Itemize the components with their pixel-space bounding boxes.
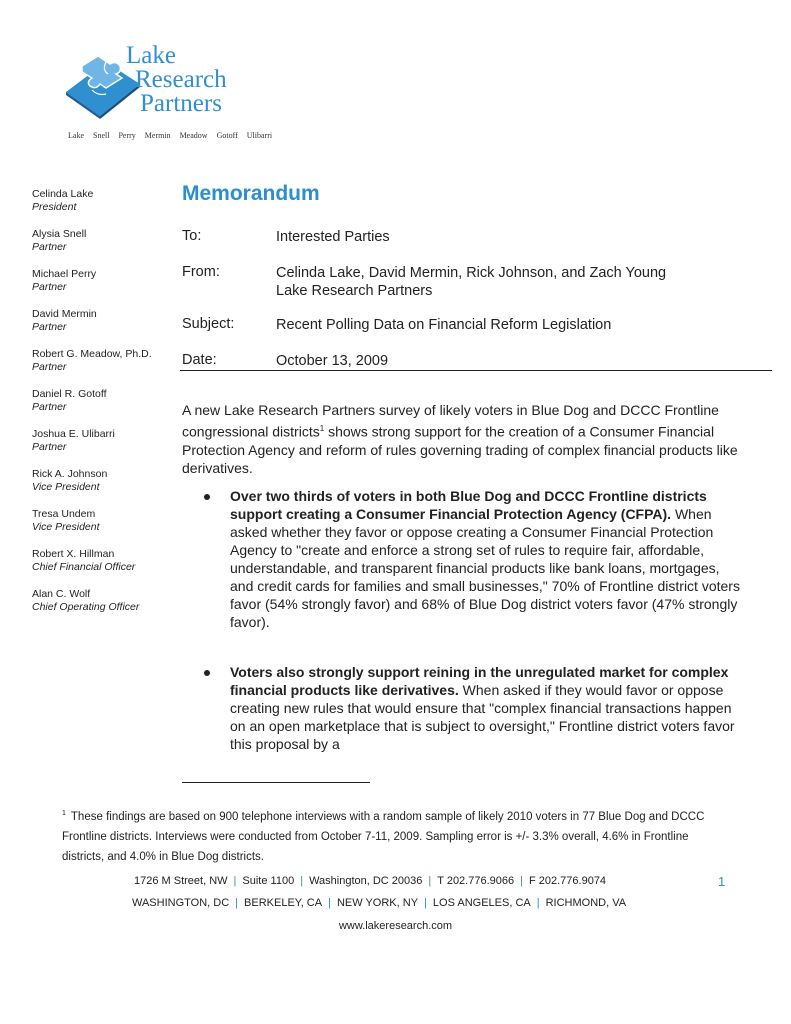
staff-name: Daniel R. Gotoff [32,388,107,400]
staff-title: Chief Financial Officer [32,561,136,573]
staff-item [32,268,174,308]
logo-name: Perry [118,131,136,140]
bullet-icon [204,670,210,676]
staff-title: Chief Operating Officer [32,601,140,613]
staff-title: Partner [32,441,67,453]
subject-value: Recent Polling Data on Financial Reform Legislation [276,317,612,333]
to-label: To: [182,228,202,244]
staff-name: Robert X. Hillman [32,548,115,560]
logo-word-partners: Partners [140,90,222,117]
staff-title: Partner [32,241,67,253]
staff-title: Vice President [32,521,100,533]
staff-name: Tresa Undem [32,508,96,520]
staff-name: Joshua E. Ulibarri [32,428,115,440]
bullet-lead: Over two thirds of voters in both Blue Dog and DCCC Frontline districts support creating a Consumer Financial Protection Agency (CFPA). [230,488,707,522]
footer-separator: | [235,897,239,909]
bullet-text [230,487,742,631]
staff-name: Celinda Lake [32,188,94,200]
bullet-body: When asked whether they favor or oppose creating a Consumer Financial Protection Agency to "create and enforce a strong set of rules to require fair, affordable, understandable, and transparent financial products like bank loans, mortgages, and credit cards for families and small businesses," 70% of Frontline district voters favor (54% strongly favor) and 68% of Blue Dog district voters favor (47% strongly favor). [230,506,740,630]
footer-separator: | [520,875,523,887]
staff-item [32,228,174,268]
footnote [62,804,732,867]
staff-name: Alan C. Wolf [32,588,91,600]
page-number: 1 [718,874,726,889]
intro-paragraph [182,401,742,478]
staff-item [32,508,174,548]
staff-name: Robert G. Meadow, Ph.D. [32,348,152,360]
logo-name: Gotoff [216,131,238,140]
bullet-item [204,487,742,631]
office-location: BERKELEY, CA [244,897,323,909]
bullet-icon [204,494,210,500]
footer-address [134,875,606,887]
subject-label: Subject: [182,316,235,332]
footer-separator: | [424,897,427,909]
staff-title: Partner [32,281,67,293]
staff-name: Michael Perry [32,268,97,280]
footer-offices [132,897,626,909]
staff-title: Vice President [32,481,100,493]
memo-title: Memorandum [182,182,320,205]
bullet-text [230,663,742,753]
office-location: WASHINGTON, DC [132,897,230,909]
logo-name: Snell [93,131,110,140]
footnote-divider [182,782,370,783]
intro-text: A new Lake Research Partners survey of likely voters in Blue Dog and DCCC Frontline congressional districts [182,402,719,440]
header-divider [180,370,772,371]
footnote-text: These findings are based on 900 telephone interviews with a random sample of likely 2010 voters in 77 Blue Dog and DCCC Frontline districts. Interviews were conducted from October 7-11, 2009. Sampling error is +/- 3.3% overall, 4.6% in Frontline districts, and 4.0% in Blue Dog districts. [62,811,705,863]
date-label: Date: [182,352,217,368]
date-value: October 13, 2009 [276,353,389,369]
address-fax: F 202.776.9074 [528,875,607,887]
staff-title: Partner [32,361,67,373]
from-value [276,264,666,300]
office-location: RICHMOND, VA [545,897,627,909]
bullet-item [204,663,742,753]
staff-item [32,588,174,628]
staff-item [32,428,174,468]
footer-separator: | [233,875,237,887]
staff-item [32,548,174,588]
staff-sidebar [32,188,174,628]
logo-name: Mermin [144,131,171,140]
to-value: Interested Parties [276,229,390,245]
website-link[interactable]: www.lakeresearch.com [338,920,453,932]
staff-name: Rick A. Johnson [32,468,108,480]
staff-item [32,188,174,228]
address-suite: Suite 1100 [242,875,295,887]
footer-separator: | [536,897,540,909]
staff-item [32,388,174,428]
logo-name: Lake [68,131,84,140]
staff-title: President [32,201,77,213]
from-line: Celinda Lake, David Mermin, Rick Johnson, and Zach Young [276,265,667,281]
address-city: Washington, DC 20036 [309,875,423,887]
logo-word-research: Research [135,66,227,93]
address-phone: T 202.776.9066 [437,875,515,887]
logo-name: Ulibarri [246,131,273,140]
staff-title: Partner [32,321,67,333]
logo-word-lake: Lake [126,42,176,69]
footer-separator: | [328,897,331,909]
intro-text-cont: shows strong support for the creation of a Consumer Financial Protection Agency and reform of rules governing trading of complex financial products like derivatives. [182,423,738,477]
office-location: LOS ANGELES, CA [432,897,531,909]
staff-title: Partner [32,401,67,413]
staff-item [32,308,174,348]
footnote-ref: 1 [319,423,325,433]
logo-name: Meadow [179,131,208,140]
office-location: NEW YORK, NY [336,897,419,909]
staff-item [32,348,174,388]
staff-item [32,468,174,508]
address-street: 1726 M Street, NW [134,875,228,887]
bullet-lead: Voters also strongly support reining in the unregulated market for complex financial products like derivatives. [230,664,729,698]
from-label: From: [182,264,220,280]
from-org: Lake Research Partners [276,283,433,299]
staff-name: Alysia Snell [32,228,87,240]
bullet-body: When asked if they would favor or oppose creating new rules that would ensure that "complex financial transactions happen on an open marketplace that is subject to oversight," Frontline district voters favor this proposal by a [230,682,735,752]
staff-name: David Mermin [32,308,97,320]
logo-partner-names [68,131,279,140]
footnote-mark: 1 [62,810,66,817]
footer-separator: | [428,875,432,887]
footer-separator: | [300,875,304,887]
